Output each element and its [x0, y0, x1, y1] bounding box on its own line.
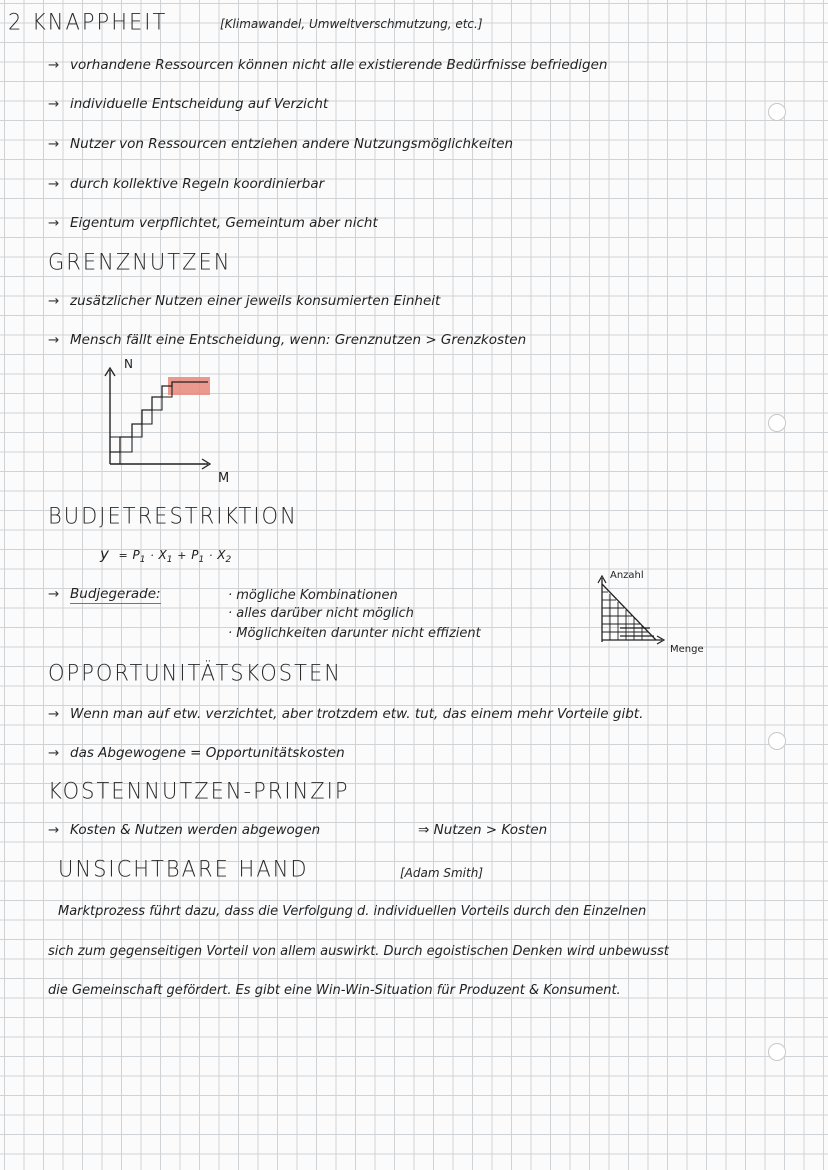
arrow-icon: → — [48, 822, 60, 838]
y-axis-label: N — [124, 357, 133, 371]
arrow-icon: → — [48, 586, 60, 602]
heading-unsichtbare-hand: UNSICHTBARE HAND — [58, 856, 309, 882]
highlight-mark — [168, 377, 210, 395]
list-item: → durch kollektive Regeln koordinierbar — [48, 176, 325, 192]
kosten-result: ⇒ Nutzen > Kosten — [418, 822, 548, 838]
budget-bullet: · mögliche Kombinationen — [228, 588, 398, 603]
punch-hole — [768, 103, 786, 121]
arrow-icon: → — [48, 332, 60, 348]
list-item: → individuelle Entscheidung auf Verzicht — [48, 96, 329, 112]
list-item: → Mensch fällt eine Entscheidung, wenn: Grenznutzen > Grenzkosten — [48, 332, 527, 348]
arrow-icon: → — [48, 176, 60, 192]
heading-opportunitaetskosten: OPPORTUNITÄTSKOSTEN — [48, 660, 342, 686]
list-item: → Eigentum verpflichtet, Gemeintum aber nicht — [48, 215, 378, 231]
punch-hole — [768, 414, 786, 432]
arrow-icon: → — [48, 96, 60, 112]
list-item: → zusätzlicher Nutzen einer jeweils konsumierten Einheit — [48, 293, 441, 309]
arrow-icon: → — [48, 706, 60, 722]
arrow-icon: → — [48, 745, 60, 761]
budget-line-graph — [590, 566, 722, 658]
knappheit-note: [Klimawandel, Umweltverschmutzung, etc.] — [220, 17, 483, 31]
y-axis-label: Anzahl — [610, 570, 644, 581]
heading-knappheit: 2 KNAPPHEIT — [8, 9, 168, 35]
paragraph-line: sich zum gegenseitigen Vorteil von allem auswirkt. Durch egoistischen Denken wird unbewusst — [48, 944, 669, 959]
budget-label-row — [48, 586, 161, 602]
paragraph-line: die Gemeinschaft gefördert. Es gibt eine Win-Win-Situation für Produzent & Konsument. — [48, 983, 621, 998]
list-item: → vorhandene Ressourcen können nicht alle existierende Bedürfnisse befriedigen — [48, 57, 608, 73]
arrow-icon: → — [48, 136, 60, 152]
x-axis-label: M — [218, 471, 230, 486]
x-axis-label: Menge — [670, 644, 704, 655]
punch-hole — [768, 732, 786, 750]
budget-label: Budjegerade: — [70, 586, 161, 602]
budget-formula: $y = P_1 \cdot X_1 + P_1 \cdot X_2$ — [100, 545, 232, 565]
heading-budjetrestriktion: BUDJETRESTRIKTION — [48, 503, 298, 529]
punch-hole — [768, 1043, 786, 1061]
arrow-icon: → — [48, 215, 60, 231]
hand-note: [Adam Smith] — [400, 866, 483, 880]
arrow-icon: → — [48, 293, 60, 309]
list-item: → Kosten & Nutzen werden abgewogen — [48, 822, 321, 838]
paragraph-line: Marktprozess führt dazu, dass die Verfolgung d. individuellen Vorteils durch den Einzelnen — [58, 904, 647, 919]
list-item: → das Abgewogene = Opportunitätskosten — [48, 745, 345, 761]
heading-kostennutzen-prinzip: KOSTENNUTZEN-PRINZIP — [48, 778, 350, 804]
hatch-lines — [602, 592, 654, 640]
heading-grenznutzen: GRENZNUTZEN — [48, 249, 232, 275]
list-item: → Wenn man auf etw. verzichtet, aber trotzdem etw. tut, das einem mehr Vorteile gibt. — [48, 706, 644, 722]
list-item: → Nutzer von Ressourcen entziehen andere Nutzungsmöglichkeiten — [48, 136, 514, 152]
budget-bullet: · alles darüber nicht möglich — [228, 606, 414, 621]
marginal-utility-graph — [90, 352, 250, 487]
utility-steps-inner — [120, 386, 172, 464]
arrow-icon: → — [48, 57, 60, 73]
budget-bullet: · Möglichkeiten darunter nicht effizient — [228, 626, 481, 641]
